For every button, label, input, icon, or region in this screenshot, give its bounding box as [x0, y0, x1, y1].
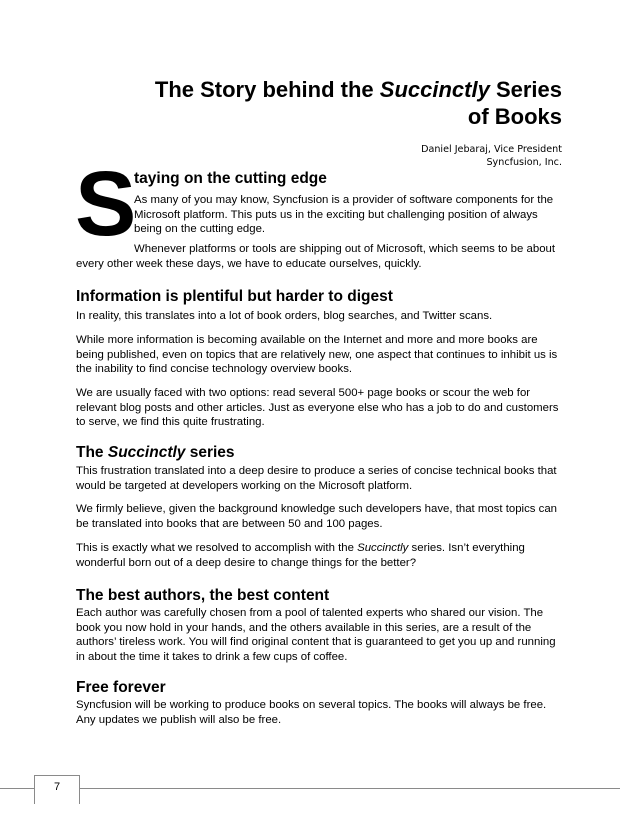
series-heading-italic: Succinctly — [107, 444, 186, 461]
free-paragraph-1: Syncfusion will be working to produce books on several topics. The books will always be free. Any updates we publish will also be free. — [76, 699, 547, 726]
info-paragraph-2: While more information is becoming available on the Internet and more and more books are being published, even on topics that are relatively new, one aspect that continues to inhibit us is the inability to find concise technology overview books. — [76, 334, 558, 375]
authors-paragraph-1: Each author was carefully chosen from a pool of talented experts who shared our vision. The book you now hold in your hands, and the others available in this series, are a result of the authors’ tireless work. You will find original content that is guaranteed to get you up and running in about the time it takes to drink a few cups of coffee. — [76, 607, 556, 663]
series-heading-prefix: The — [76, 444, 108, 461]
byline-author: Daniel Jebaraj, Vice President — [421, 144, 562, 155]
intro-paragraph-1: As many of you may know, Syncfusion is a provider of software components for the Microsoft platform. This puts us in the exciting but challenging position of always being on the cutting edge. — [134, 194, 554, 235]
page-number: 7 — [53, 781, 61, 793]
section-heading-series — [76, 444, 235, 462]
intro-paragraph-2-first-line: Whenever platforms or tools are shipping out of Microsoft, which seems to be about — [134, 243, 556, 255]
series-p3-prefix: This is exactly what we resolved to accomplish with the — [76, 542, 358, 554]
section-heading-authors: The best authors, the best content — [76, 587, 330, 604]
intro-heading: taying on the cutting edge — [134, 170, 327, 187]
byline-company: Syncfusion, Inc. — [486, 157, 562, 168]
title-line1-prefix: The Story behind the — [154, 77, 380, 102]
page-title — [130, 76, 562, 130]
info-paragraph-1: In reality, this translates into a lot of book orders, blog searches, and Twitter scans. — [76, 310, 493, 322]
series-p3-suffix: series. Isn’t everything wonderful born out of a deep desire to change things for the better? — [76, 542, 525, 569]
title-line1-suffix: Series — [489, 77, 562, 102]
section-heading-free: Free forever — [76, 679, 166, 696]
title-line2: of Books — [467, 104, 562, 129]
info-paragraph-3: We are usually faced with two options: read several 500+ page books or scour the web for relevant blog posts and other articles. Just as everyone else who has a job to do and customers to serve, we find this quite frustrating. — [76, 387, 559, 428]
title-italic-series-name: Succinctly — [379, 77, 490, 102]
series-paragraph-3 — [76, 541, 564, 570]
series-paragraph-2: We firmly believe, given the background knowledge such developers have, that most topics can be translated into books that are between 50 and 100 pages. — [76, 503, 557, 530]
intro-paragraph-2-rest: every other week these days, we have to educate ourselves, quickly. — [76, 258, 422, 270]
footer-rule — [0, 788, 620, 789]
section-heading-information: Information is plentiful but harder to digest — [76, 288, 393, 305]
series-p3-italic: Succinctly — [357, 542, 409, 554]
series-heading-suffix: series — [185, 444, 235, 461]
byline — [330, 143, 562, 169]
page-number-tab — [34, 775, 80, 804]
drop-cap-letter: S — [75, 153, 137, 255]
series-paragraph-1: This frustration translated into a deep desire to produce a series of concise technical books that would be targeted at developers working on the Microsoft platform. — [76, 465, 557, 492]
